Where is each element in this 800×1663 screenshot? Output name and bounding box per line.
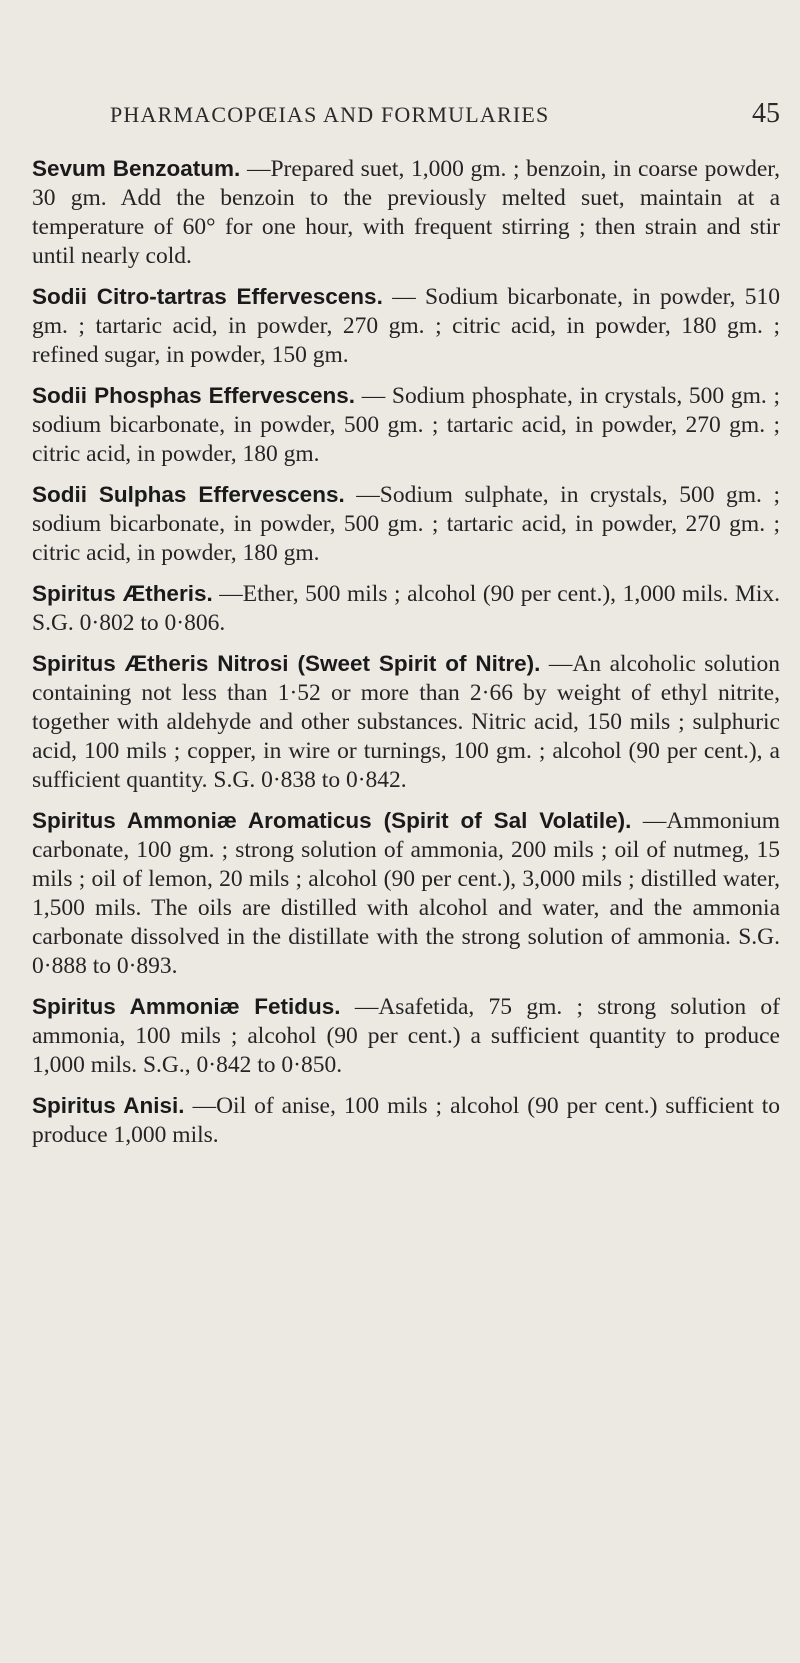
entry-title: Sevum Benzoatum. (32, 156, 241, 181)
entry-text: —Oil of anise, 100 mils ; alcohol (90 per cent.) sufficient to produce 1,000 mils. (32, 1093, 781, 1148)
entry-sodii-sulphas (0, 480, 780, 568)
entry-sevum-benzoatum (0, 154, 780, 271)
entry-sodii-phosphas (0, 381, 780, 469)
entry-text: —Ether, 500 mils ; alcohol (90 per cent.), 1,000 mils. Mix. S.G. 0·802 to 0·806. (32, 581, 780, 636)
entry-title: Sodii Citro-tartras Effervescens. (32, 284, 383, 309)
entry-text: — Sodium phosphate, in crystals, 500 gm. ; sodium bicarbonate, in powder, 500 gm. ; tartaric acid, in powder, 270 gm. ; citric acid, in powder, 180 gm. (32, 383, 780, 467)
entry-title: Sodii Sulphas Effervescens. (32, 482, 345, 507)
page-number: 45 (752, 98, 780, 129)
entry-sodii-citro-tartras (0, 282, 780, 370)
entry-spiritus-ammoniae-aromaticus (0, 806, 780, 981)
entry-title: Spiritus Anisi. (32, 1093, 185, 1118)
entry-text: —Asafetida, 75 gm. ; strong solution of ammonia, 100 mils ; alcohol (90 per cent.) a sufficient quantity to produce 1,000 mils. S.G., 0·842 to 0·850. (32, 994, 780, 1078)
entry-text: —An alcoholic solution containing not less than 1·52 or more than 2·66 by weight of ethyl nitrite, together with aldehyde and other substances. Nitric acid, 150 mils ; sulphuric acid, 100 mils ; copper, in wire or turnings, 100 gm. ; alcohol (90 per cent.), a sufficient quantity. S.G. 0·838 to 0·842. (32, 651, 780, 793)
entry-spiritus-ammoniae-fetidus (0, 992, 780, 1080)
entry-spiritus-aetheris (0, 579, 780, 638)
entry-spiritus-aetheris-nitrosi (0, 649, 780, 795)
entry-text: — Sodium bicarbonate, in powder, 510 gm. ; tartaric acid, in powder, 270 gm. ; citric acid, in powder, 180 gm. ; refined sugar, in powder, 150 gm. (32, 284, 780, 368)
page-body (0, 154, 780, 1161)
entry-title: Spiritus Ammoniæ Fetidus. (32, 994, 341, 1019)
entry-spiritus-anisi (0, 1091, 780, 1150)
entry-text: —Prepared suet, 1,000 gm. ; benzoin, in coarse powder, 30 gm. Add the benzoin to the previously melted suet, maintain at a temperature of 60° for one hour, with frequent stirring ; then strain and stir until nearly cold. (32, 156, 781, 269)
entry-text: —Ammonium carbonate, 100 gm. ; strong solution of ammonia, 200 mils ; oil of nutmeg, 15 mils ; oil of lemon, 20 mils ; alcohol (90 per cent.), 3,000 mils ; distilled water, 1,500 mils. The oils are distilled with alcohol and water, and the ammonia carbonate dissolved in the distillate with the strong solution of ammonia. S.G. 0·888 to 0·893. (32, 808, 780, 979)
entry-text: —Sodium sulphate, in crystals, 500 gm. ; sodium bicarbonate, in powder, 500 gm. ; tartaric acid, in powder, 270 gm. ; citric acid, in powder, 180 gm. (32, 482, 780, 566)
running-title: PHARMACOPŒIAS AND FORMULARIES (110, 102, 550, 127)
running-header (0, 98, 800, 134)
entry-title: Spiritus Ætheris Nitrosi (Sweet Spirit of Nitre). (32, 651, 541, 676)
entry-title: Spiritus Ammoniæ Aromaticus (Spirit of Sal Volatile). (32, 808, 632, 833)
entry-title: Sodii Phosphas Effervescens. (32, 383, 356, 408)
entry-title: Spiritus Ætheris. (32, 581, 213, 606)
